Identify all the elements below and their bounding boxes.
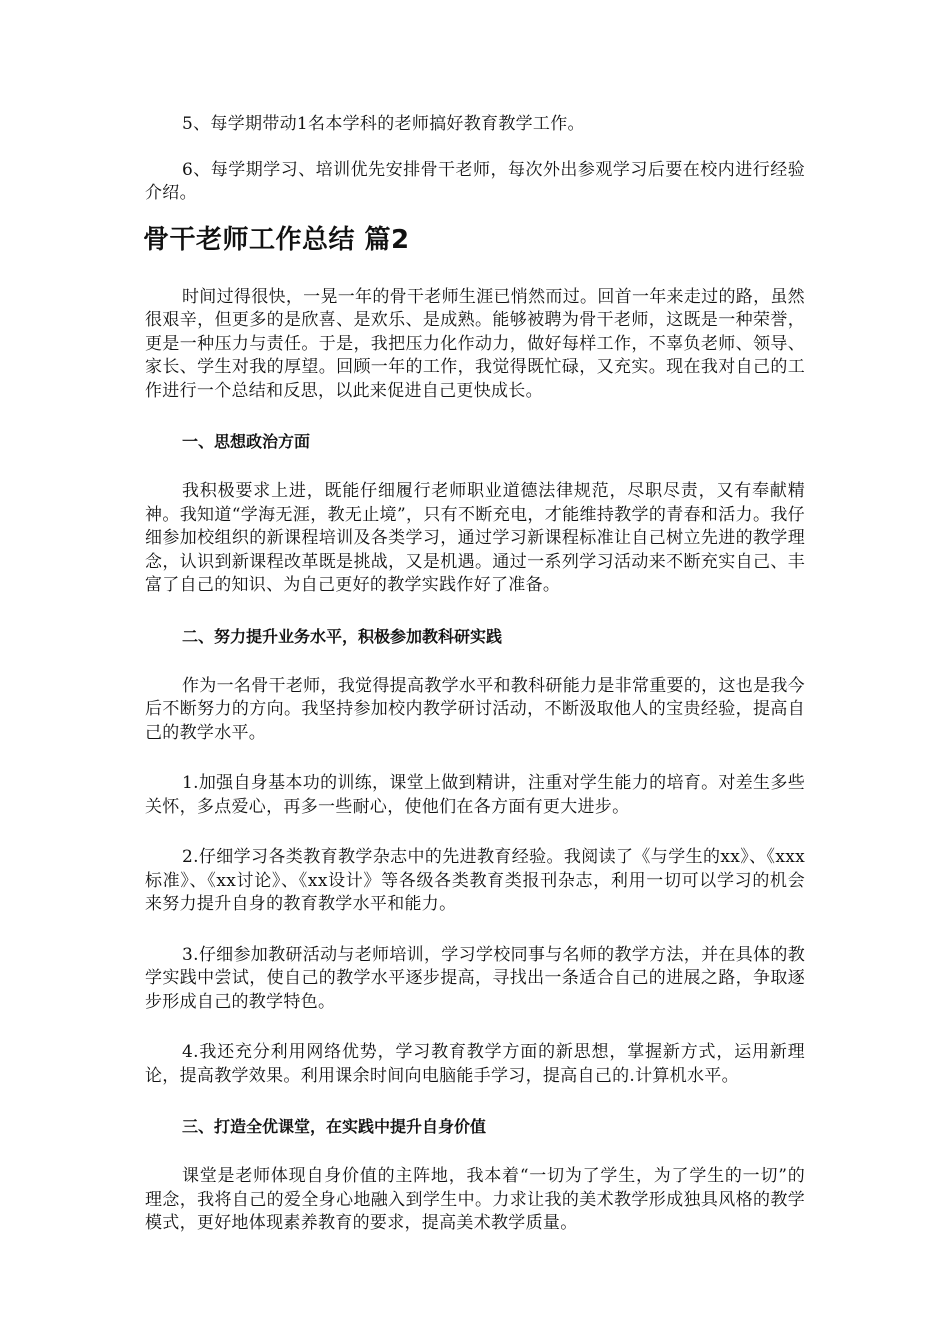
intro-item-5: 5、每学期带动1名本学科的老师搞好教育教学工作。 [182,114,585,134]
professional-item-1: 1.加强自身基本功的训练，课堂上做到精讲，注重对学生能力的培育。对差生多些关怀，多点爱心，再多一些耐心，使他们在各方面有更大进步。 [145,773,805,817]
section-heading-professional: 二、努力提升业务水平，积极参加教科研实践 [182,626,503,646]
section-political-body: 我积极要求上进，既能仔细履行老师职业道德法律规范，尽职尽责，又有奉献精神。我知道“学海无涯，教无止境”，只有不断充电，才能维持教学的青春和活力。我仔细参加校组织的新课程培训及各类学习，通过学习新课程标准让自己树立先进的教学理念，认识到新课程改革既是挑战，又是机遇。通过一系列学习活动来不断充实自己、丰富了自己的知识、为自己更好的教学实践作好了准备。 [145,481,805,595]
section-classroom-body: 课堂是老师体现自身价值的主阵地，我本着“一切为了学生，为了学生的一切”的理念，我将自己的爱全身心地融入到学生中。力求让我的美术教学形成独具风格的教学模式，更好地体现素养教育的要求，提高美术教学质量。 [145,1166,805,1233]
section-heading-classroom: 三、打造全优课堂，在实践中提升自身价值 [182,1117,487,1136]
professional-item-4: 4.我还充分利用网络优势，学习教育教学方面的新思想，掌握新方式，运用新理论，提高教学效果。利用课余时间向电脑能手学习，提高自己的.计算机水平。 [145,1042,805,1086]
article-title: 骨干老师工作总结 篇2 [143,224,410,255]
opening-paragraph: 时间过得很快，一晃一年的骨干老师生涯已悄然而过。回首一年来走过的路，虽然很艰辛，但更多的是欣喜、是欢乐、是成熟。能够被聘为骨干老师，这既是一种荣誉，更是一种压力与责任。于是，我把压力化作动力，做好每样工作，不辜负老师、领导、家长、学生对我的厚望。回顾一年的工作，我觉得既忙碌，又充实。现在我对自己的工作进行一个总结和反思，以此来促进自己更快成长。 [145,286,805,401]
professional-item-2: 2.仔细学习各类教育教学杂志中的先进教育经验。我阅读了《与学生的xx》、《xxx标准》、《xx讨论》、《xx设计》等各级各类教育类报刊杂志，利用一切可以学习的机会来努力提升自身的教育教学水平和能力。 [145,847,805,914]
intro-item-6: 6、每学期学习、培训优先安排骨干老师，每次外出参观学习后要在校内进行经验介绍。 [145,159,805,203]
section-heading-political: 一、思想政治方面 [182,432,311,451]
section-professional-body: 作为一名骨干老师，我觉得提高教学水平和教科研能力是非常重要的，这也是我今后不断努力的方向。我坚持参加校内教学研讨活动，不断汲取他人的宝贵经验，提高自己的教学水平。 [145,675,805,743]
professional-item-3: 3.仔细参加教研活动与老师培训，学习学校同事与名师的教学方法，并在具体的教学实践中尝试，使自己的教学水平逐步提高，寻找出一条适合自己的进展之路，争取逐步形成自己的教学特色。 [145,944,805,1012]
